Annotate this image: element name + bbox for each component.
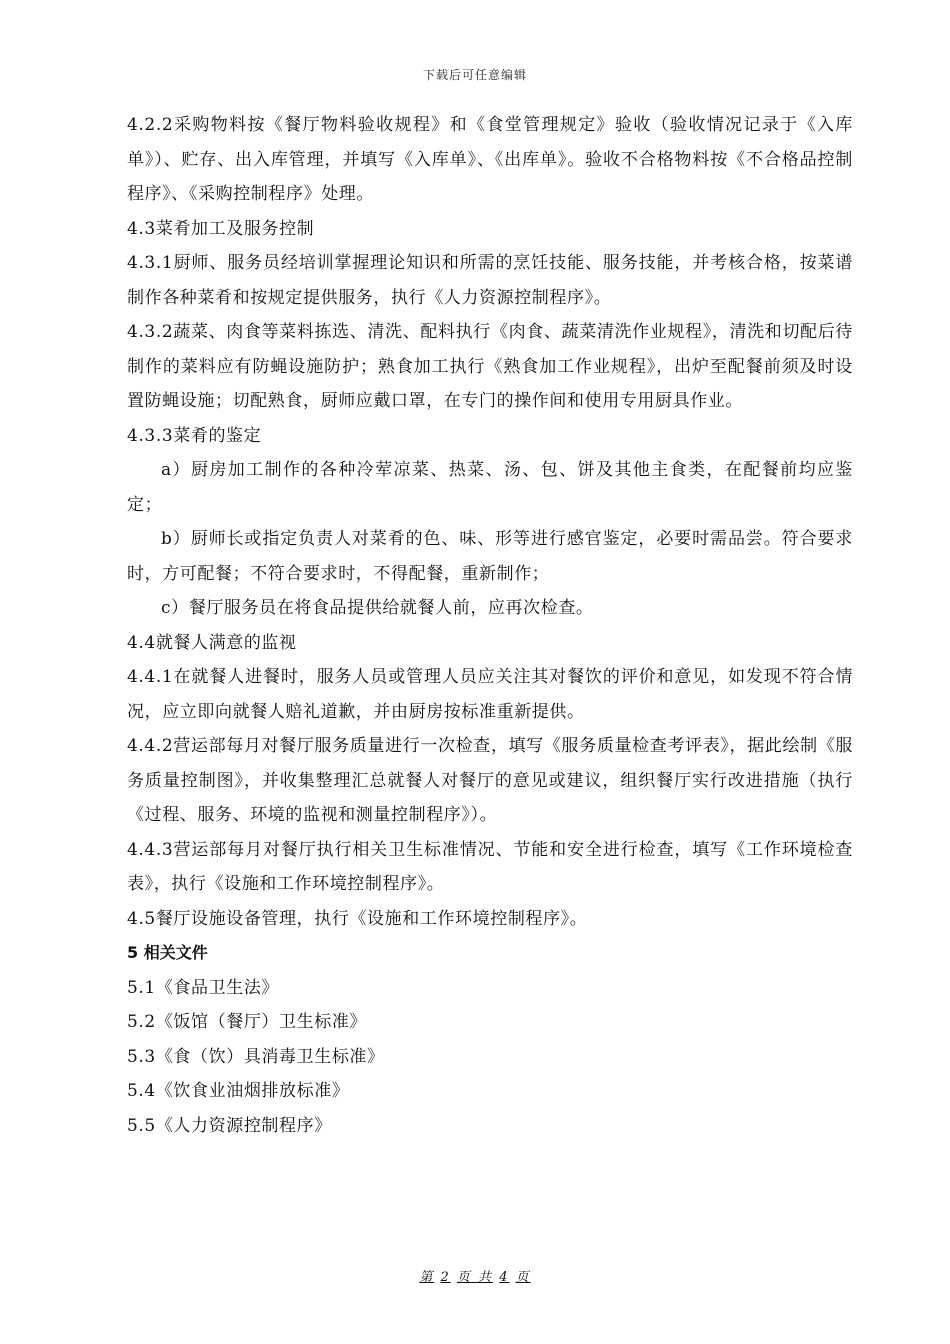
- page-header: 下载后可任意编辑: [422, 68, 527, 82]
- section-heading-4-4: 4.4就餐人满意的监视: [127, 632, 297, 653]
- reference-item: 5.1《食品卫生法》: [127, 977, 280, 998]
- paragraph-4-2-2: 4.2.2采购物料按《餐厅物料验收规程》和《食堂管理规定》验收（验收情况记录于《入库单》）、贮存、出入库管理，并填写《入库单》、《出库单》。验收不合格物料按《不合格品控制程序》、《采购控制程序》处理。: [127, 115, 853, 204]
- paragraph-4-3-1: 4.3.1厨师、服务员经培训掌握理论知识和所需的烹饪技能、服务技能，并考核合格，按菜谱制作各种菜肴和按规定提供服务，执行《人力资源控制程序》。: [127, 253, 853, 308]
- document-body: [127, 108, 853, 1143]
- paragraph-4-3-2: 4.3.2蔬菜、肉食等菜料拣选、清洗、配料执行《肉食、蔬菜清洗作业规程》，清洗和切配后待制作的菜料应有防蝇设施防护；熟食加工执行《熟食加工作业规程》，出炉至配餐前须及时设置防蝇设施；切配熟食，厨师应戴口罩，在专门的操作间和使用专用厨具作业。: [127, 322, 853, 411]
- page-total-number: 4: [499, 1270, 510, 1285]
- section-heading-4-3: 4.3菜肴加工及服务控制: [127, 218, 315, 239]
- section-heading-4-3-3: 4.3.3菜肴的鉴定: [127, 425, 262, 446]
- paragraph-4-4-2: 4.4.2营运部每月对餐厅服务质量进行一次检查，填写《服务质量检查考评表》，据此绘制《服务质量控制图》，并收集整理汇总就餐人对餐厅的意见或建议，组织餐厅实行改进措施（执行《过程、服务、环境的监视和测量控制程序》）。: [127, 736, 853, 825]
- page-footer-suffix: 页: [515, 1270, 531, 1285]
- paragraph-4-5: 4.5餐厅设施设备管理，执行《设施和工作环境控制程序》。: [127, 908, 588, 929]
- page-footer-prefix: 第: [419, 1270, 435, 1285]
- reference-item: 5.4《饮食业油烟排放标准》: [127, 1081, 350, 1101]
- list-item-a: a）厨房加工制作的各种冷荤凉菜、热菜、汤、包、饼及其他主食类，在配餐前均应鉴定；: [127, 460, 853, 515]
- section-heading-5: 5 相关文件: [127, 943, 208, 962]
- list-item-b: b）厨师长或指定负责人对菜肴的色、味、形等进行感官鉴定，必要时需品尝。符合要求时，方可配餐；不符合要求时，不得配餐，重新制作；: [127, 529, 853, 584]
- page-footer-middle: 页 共: [456, 1270, 494, 1285]
- paragraph-4-4-1: 4.4.1在就餐人进餐时，服务人员或管理人员应关注其对餐饮的评价和意见，如发现不符合情况，应立即向就餐人赔礼道歉，并由厨房按标准重新提供。: [127, 667, 853, 722]
- list-item-c: c）餐厅服务员在将食品提供给就餐人前，应再次检查。: [161, 598, 594, 618]
- page-current-number: 2: [440, 1270, 451, 1285]
- reference-item: 5.2《饭馆（餐厅）卫生标准》: [127, 1012, 368, 1032]
- reference-item: 5.5《人力资源控制程序》: [127, 1115, 332, 1136]
- reference-item: 5.3《食（饮）具消毒卫生标准》: [127, 1046, 385, 1067]
- page-footer: [0, 1266, 950, 1285]
- paragraph-4-4-3: 4.4.3营运部每月对餐厅执行相关卫生标准情况、节能和安全进行检查，填写《工作环境检查表》，执行《设施和工作环境控制程序》。: [127, 839, 853, 894]
